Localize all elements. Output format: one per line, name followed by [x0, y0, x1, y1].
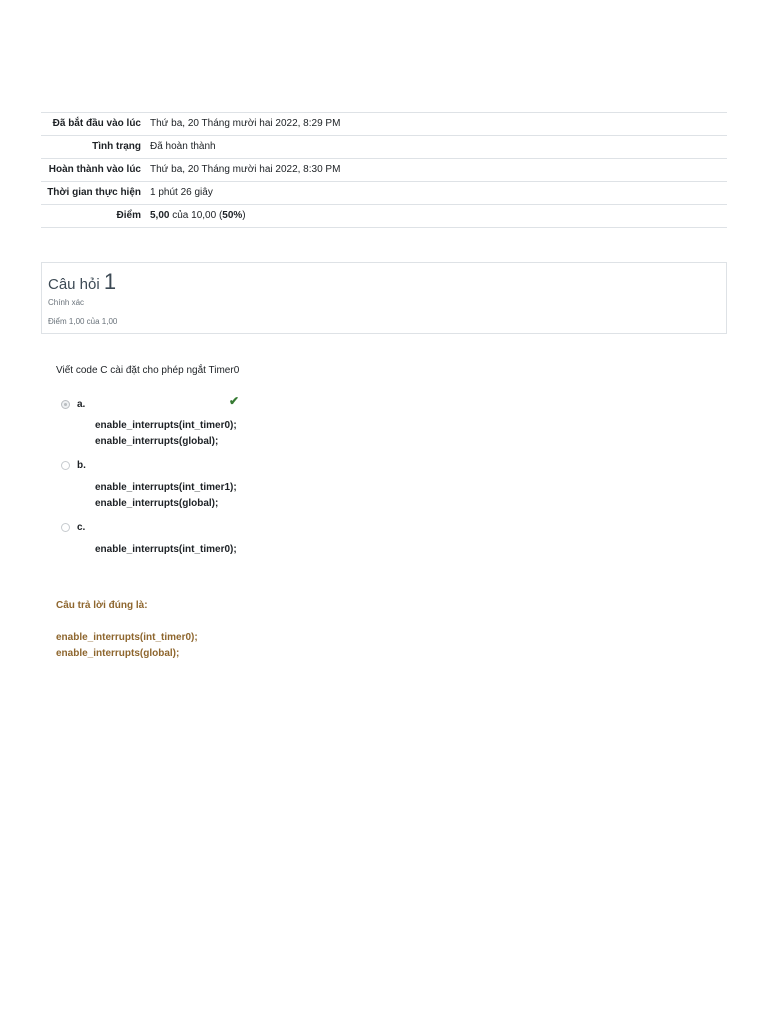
radio-button[interactable] [61, 523, 70, 532]
right-answer-line: enable_interrupts(int_timer0); [56, 632, 198, 643]
summary-value: Thứ ba, 20 Tháng mười hai 2022, 8:30 PM [150, 164, 341, 175]
summary-label: Hoàn thành vào lúc [48, 164, 141, 175]
option-code-line: enable_interrupts(int_timer1); [95, 482, 237, 493]
summary-label: Điểm [116, 210, 141, 221]
summary-row-grade [41, 205, 727, 228]
option-code-line: enable_interrupts(int_timer0); [95, 420, 237, 431]
summary-value [149, 205, 727, 228]
question-text: Viết code C cài đặt cho phép ngắt Timer0 [56, 365, 240, 376]
option-code-line: enable_interrupts(global); [95, 498, 219, 509]
summary-label: Thời gian thực hiện [47, 187, 141, 198]
question-number: 1 [103, 269, 117, 294]
question-info-box [41, 262, 727, 334]
right-answer-line: enable_interrupts(global); [56, 648, 180, 659]
check-icon: ✔ [229, 394, 240, 408]
question-title-label: Câu hỏi [48, 276, 100, 293]
summary-label: Đã bắt đầu vào lúc [52, 118, 141, 129]
summary-label: Tình trạng [92, 141, 141, 152]
right-answer-label: Câu trả lời đúng là: [56, 600, 148, 611]
grade-percent: 50% [222, 210, 243, 221]
radio-button[interactable] [61, 461, 70, 470]
summary-row-duration [41, 182, 727, 205]
option-letter: a. [77, 399, 86, 410]
option-letter: c. [77, 522, 86, 533]
question-state: Chính xác [48, 298, 85, 307]
grade-score: 5,00 [150, 210, 170, 221]
summary-value: Thứ ba, 20 Tháng mười hai 2022, 8:29 PM [150, 118, 341, 129]
right-answer-code [56, 630, 198, 662]
grade-end: ) [242, 210, 246, 221]
option-code-line: enable_interrupts(global); [95, 436, 219, 447]
question-title [48, 269, 116, 295]
grade-mid: của 10,00 ( [169, 210, 223, 221]
summary-row-state [41, 136, 727, 159]
question-grade: Điểm 1,00 của 1,00 [48, 317, 118, 326]
summary-value: Đã hoàn thành [150, 141, 216, 152]
summary-row-started [41, 113, 727, 136]
option-code-line: enable_interrupts(int_timer0); [95, 544, 237, 555]
summary-row-completed [41, 159, 727, 182]
summary-value: 1 phút 26 giây [150, 187, 213, 198]
option-letter: b. [77, 460, 86, 471]
attempt-summary-table [41, 112, 727, 228]
radio-button[interactable] [61, 400, 70, 409]
